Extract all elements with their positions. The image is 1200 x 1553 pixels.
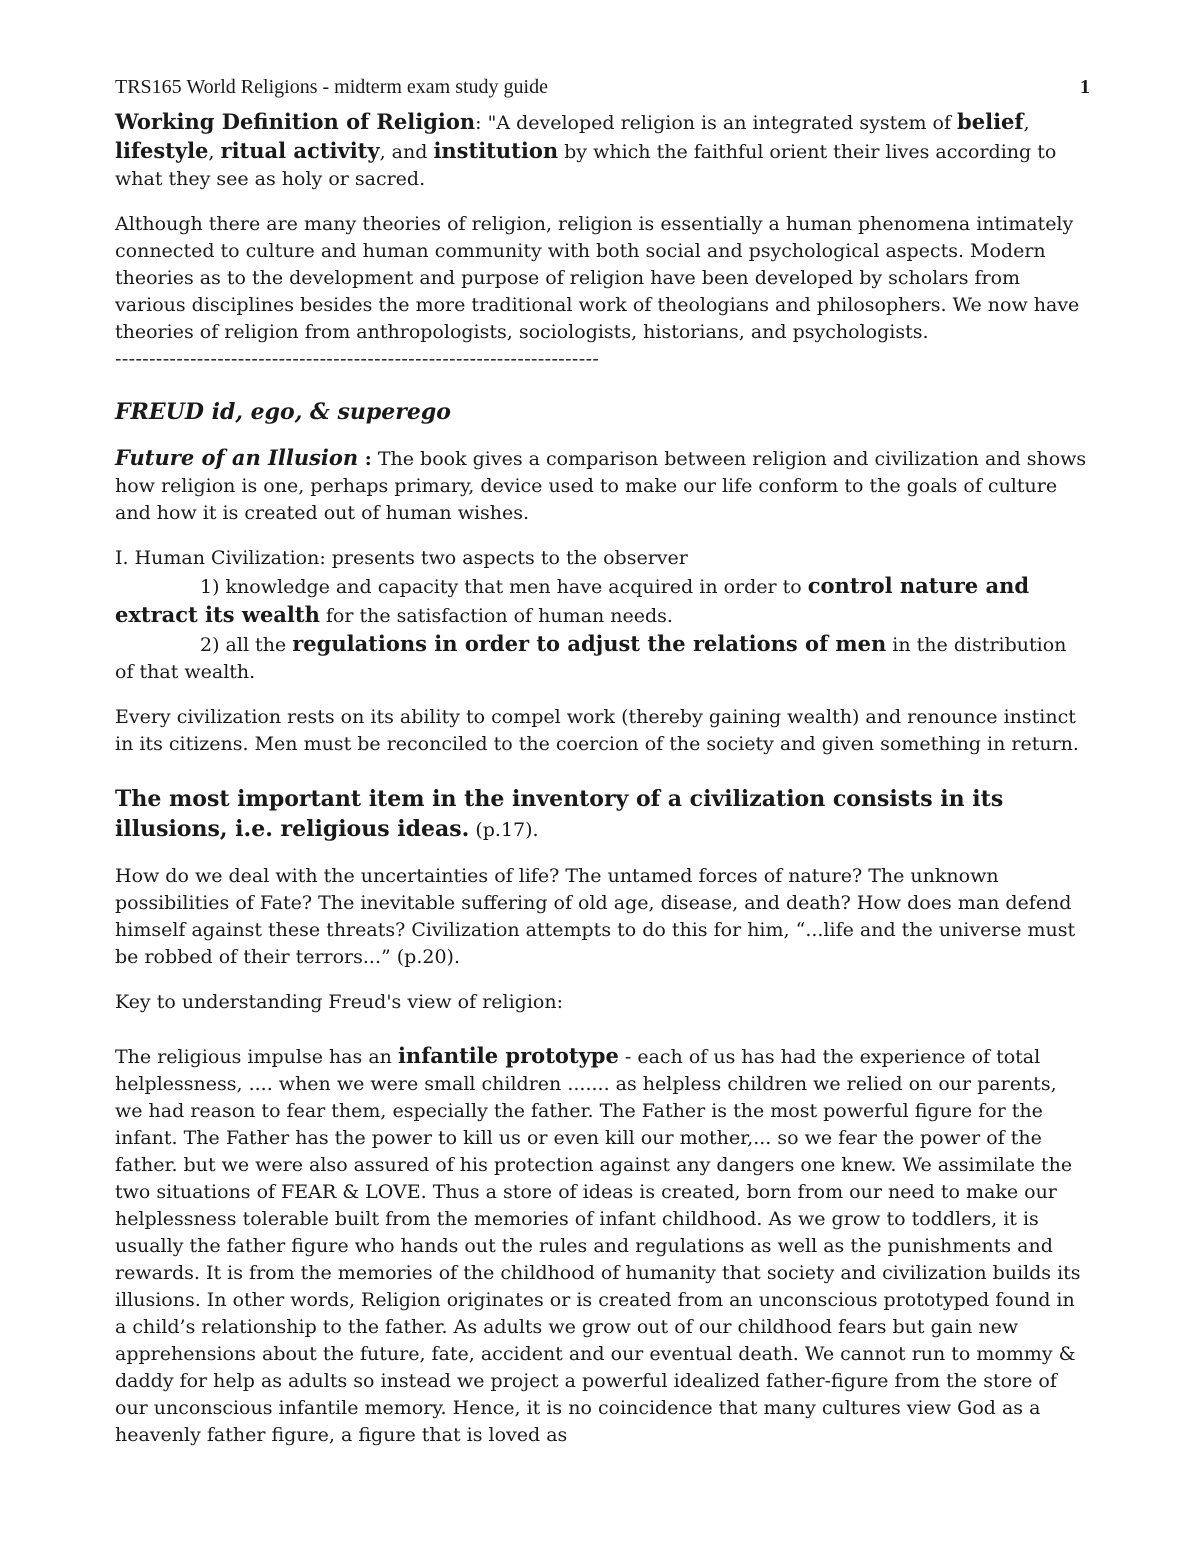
term-lifestyle: lifestyle [115,138,209,163]
definition-sep-2: , [208,141,221,163]
civilization-item-1-bold: control nature and extract its wealth [115,573,1030,627]
infantile-prototype-term: infantile prototype [397,1043,619,1068]
infantile-pre: The religious impulse has an [115,1046,398,1068]
definition-sep-1: , [1023,112,1030,134]
book-paragraph [115,444,1090,527]
uncertainties-paragraph: How do we deal with the uncertainties of life? The untamed forces of nature? The unknown possibilities of Fate? The inevitable suffering of old age, disease, and death? How does man defend himself against these threats? Civilization attempts to do this for him, “...life and the universe must be robbed of their terrors...” (p.20). [115,865,1076,968]
intro-paragraph: Although there are many theories of religion, religion is essentially a human phenomena intimately connected to culture and human community with both social and psychological aspects. Modern theories as to the development and purpose of religion have been developed by scholars from various disciplines besides the more traditional work of theologians and philosophers. We now have theories of religion from anthropologists, sociologists, historians, and psychologists. [115,213,1080,343]
document-page [115,70,1090,1449]
section-heading: FREUD id, ego, & superego [115,399,451,425]
definition-sep-3: , and [379,141,434,163]
infantile-paragraph [115,1042,1090,1449]
definition-colon: : " [475,112,497,134]
civilization-item-1-post: for the satisfaction of human needs. [319,605,673,627]
book-text: The book gives a comparison between religion and civilization and shows how religion is one, perhaps primary, device used to make our life conform to the goals of culture and how it is created out of human wishes. [115,448,1087,524]
book-title: Future of an Illusion [115,445,359,470]
page-header [115,70,1090,104]
definition-text-1: A developed religion is an integrated system of [496,112,958,134]
civilization-heading: I. Human Civilization: presents two aspects to the observer [115,547,688,569]
definition-paragraph [115,108,1090,193]
key-quote [115,784,1090,845]
civilization-item-2-bold: regulations in order to adjust the relations of men [292,631,887,656]
term-belief: belief [957,109,1024,134]
header-title: TRS165 World Religions - midterm exam study guide [115,76,548,98]
civilization-item-2-post: in the distribution of that wealth. [115,634,1067,683]
civilization-item-1 [115,572,1090,630]
divider-line: ----------------------------------------------------------------------- [115,348,600,370]
key-quote-bold: The most important item in the inventory of a civilization consists in its illusions, i.e. religious ideas. [115,786,1004,842]
term-institution: institution [433,138,559,163]
civilization-item-2-pre: 2) all the [200,634,293,656]
book-colon: : [358,448,372,470]
definition-text-2: by which the faithful orient their lives according to what they see as holy or sacred. [115,141,1057,190]
term-ritual-activity: ritual activity [220,138,380,163]
key-quote-citation: (p.17). [469,819,539,841]
civilization-item-2 [115,630,1090,686]
infantile-post: - each of us has had the experience of total helplessness, .... when we were small children ....... as helpless children we relied on our parents, we had reason to fear them, especially the father. The Father is the most powerful figure for the infant. The Father has the power to kill us or even kill our mother,... so we fear the power of the father. but we were also assured of his protection against any dangers one knew. We assimilate the two situations of FEAR & LOVE. Thus a store of ideas is created, born from our need to make our helplessness tolerable built from the memories of infant childhood. As we grow to toddlers, it is usually the father figure who hands out the rules and regulations as well as the punishments and rewards. It is from the memories of the childhood of humanity that society and civilization builds its illusions. In other words, Religion originates or is created from an unconscious prototyped found in a child’s relationship to the father. As adults we grow out of our childhood fears but gain new apprehensions about the future, fate, accident and our eventual death. We cannot run to mommy & daddy for help as adults so instead we project a powerful idealized father-figure from the store of our unconscious infantile memory. Hence, it is no coincidence that many cultures view God as a heavenly father figure, a figure that is loved as [115,1046,1081,1446]
key-to-understanding: Key to understanding Freud's view of religion: [115,991,563,1013]
civilization-paragraph: Every civilization rests on its ability to compel work (thereby gaining wealth) and renounce instinct in its citizens. Men must be reconciled to the coercion of the society and given something in return. [115,706,1079,755]
definition-label: Working Definition of Religion [115,109,476,134]
civilization-item-1-pre: 1) knowledge and capacity that men have acquired in order to [200,576,808,598]
page-number: 1 [1080,76,1090,98]
